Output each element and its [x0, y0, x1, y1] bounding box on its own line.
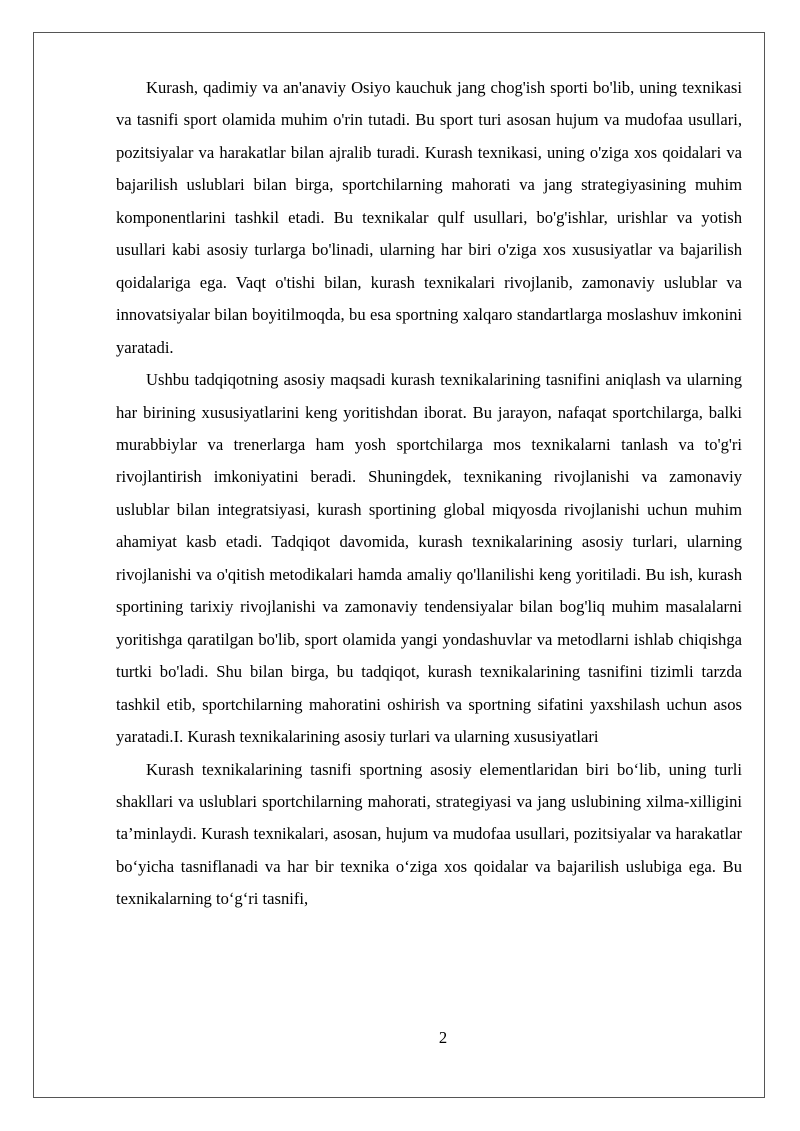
page-number: 2	[438, 1028, 448, 1047]
paragraph-3: Kurash texnikalarining tasnifi sportning asosiy elementlaridan biri bo‘lib, uning turli shakllari va uslublari sportchilarning mahorati, strategiyasi va jang uslubining xilma-xilligini ta’minlaydi. Kurash texnikalari, asosan, hujum va mudofaa usullari, pozitsiyalar va harakatlar bo‘yicha tasniflanadi va har bir texnika o‘ziga xos qoidalar va bajarilish uslubiga ega. Bu texnikalarning to‘g‘ri tasnifi,	[116, 759, 742, 909]
paragraph-2: Ushbu tadqiqotning asosiy maqsadi kurash texnikalarining tasnifini aniqlash va ularning har birining xususiyatlarini keng yoritishdan iborat. Bu jarayon, nafaqat sportchilarga, balki murabbiylar va trenerlarga ham yosh sportchilarga mos texnikalarni tanlash va to'g'ri rivojlantirish imkoniyatini beradi. Shuningdek, texnikaning rivojlanishi va zamonaviy uslublar bilan integratsiyasi, kurash sportining global miqyosda rivojlanishi uchun muhim ahamiyat kasb etadi. Tadqiqot davomida, kurash texnikalarining asosiy turlari, ularning rivojlanishi va o'qitish metodikalari hamda amaliy qo'llanilishi keng yoritiladi. Bu ish, kurash sportining tarixiy rivojlanishi va zamonaviy tendensiyalar bilan bog'liq muhim masalalarni yoritishga qaratilgan bo'lib, sport olamida yangi yondashuvlar va metodlarni ishlab chiqishga turtki bo'ladi. Shu bilan birga, bu tadqiqot, kurash texnikalarining tasnifini tizimli tarzda tashkil etib, sportchilarning mahoratini oshirish va sportning sifatini yaxshilash uchun asos yaratadi.I. Kurash texnikalarining asosiy turlari va ularning xususiyatlari	[116, 370, 742, 747]
document-body	[116, 72, 742, 916]
paragraph-1: Kurash, qadimiy va an'anaviy Osiyo kauchuk jang chog'ish sporti bo'lib, uning texnikasi va tasnifi sport olamida muhim o'rin tutadi. Bu sport turi asosan hujum va mudofaa usullari, pozitsiyalar va harakatlar bilan ajralib turadi. Kurash texnikasi, uning o'ziga xos qoidalari va bajarilish uslublari bilan birga, sportchilarning mahorati va jang strategiyasining muhim komponentlarini tashkil etadi. Bu texnikalar qulf usullari, bo'g'ishlar, urishlar va yotish usullari kabi asosiy turlarga bo'linadi, ularning har biri o'ziga xos xususiyatlar va bajarilish qoidalariga ega. Vaqt o'tishi bilan, kurash texnikalari rivojlanib, zamonaviy uslublar va innovatsiyalar bilan boyitilmoqda, bu esa sportning xalqaro standartlarga moslashuv imkonini yaratadi.	[116, 78, 742, 357]
